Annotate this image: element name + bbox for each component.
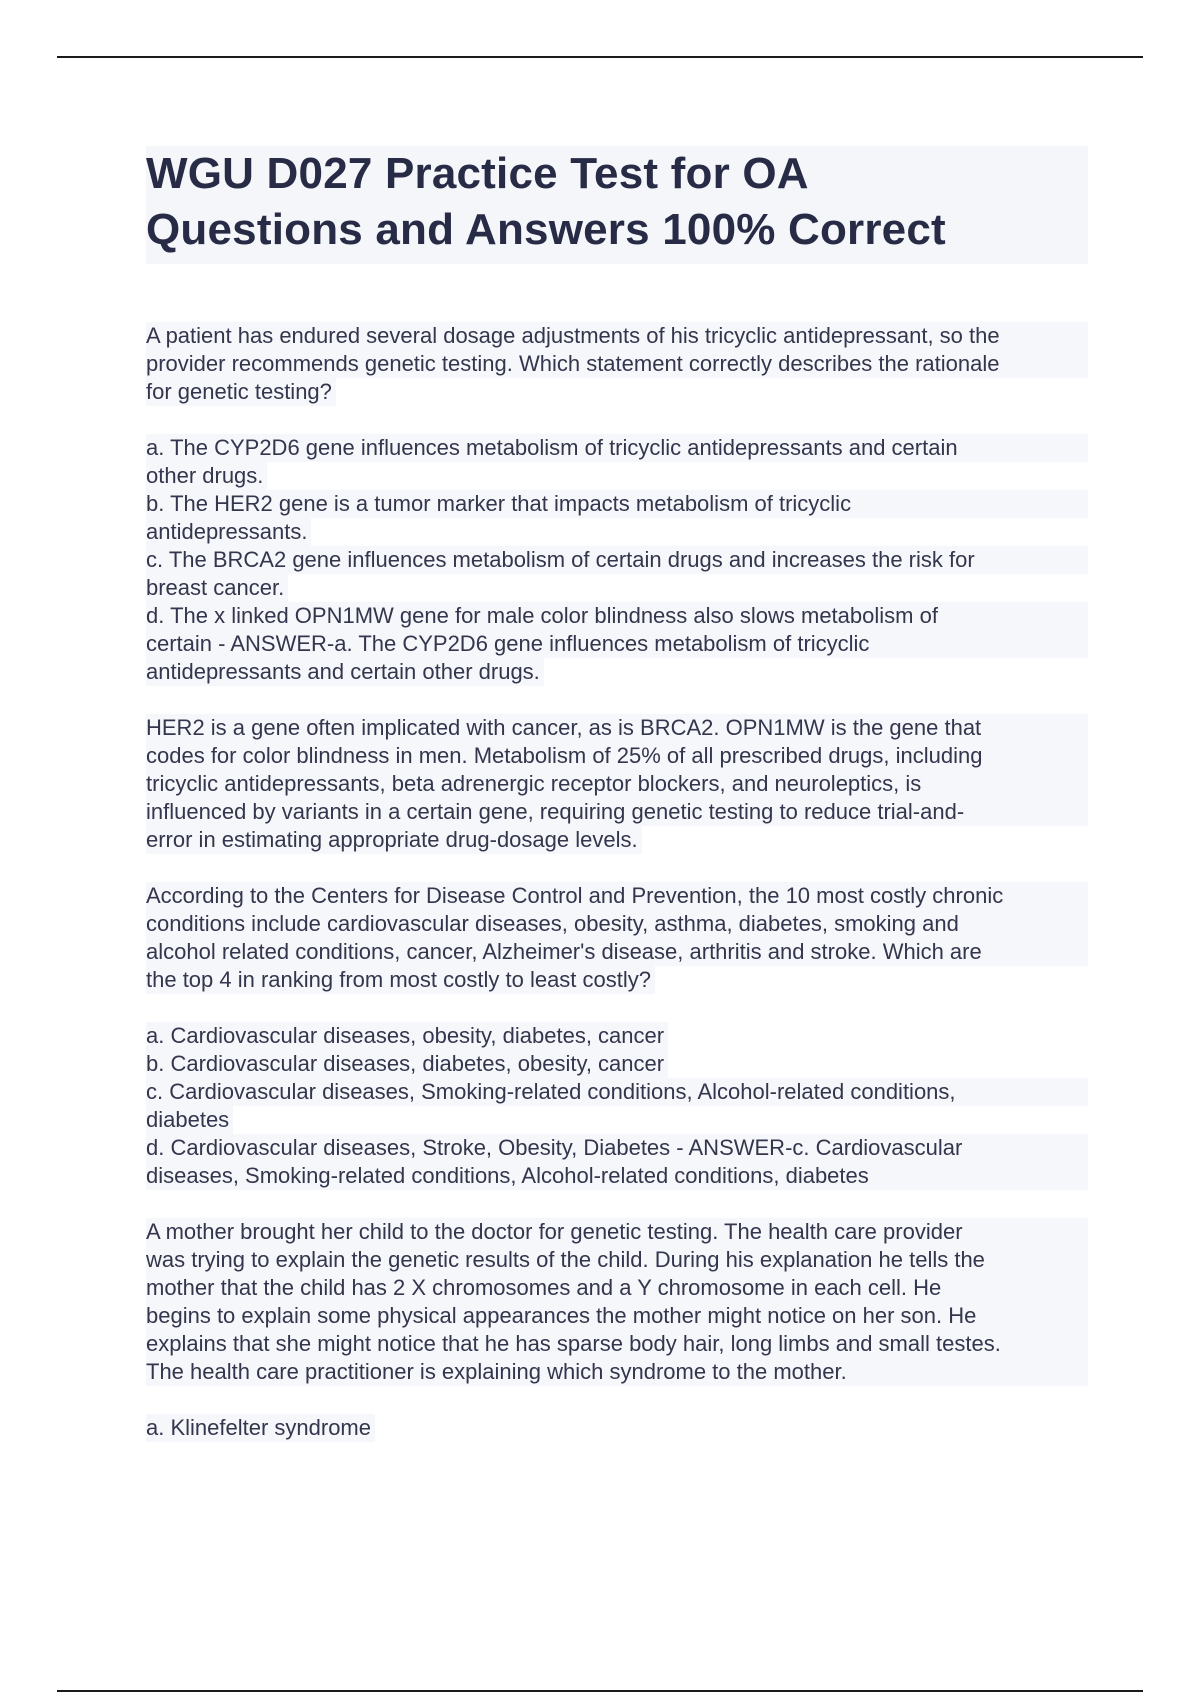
bottom-rule bbox=[57, 1690, 1143, 1692]
text-line: error in estimating appropriate drug-dosage levels. bbox=[146, 826, 642, 854]
text-line: A mother brought her child to the doctor for genetic testing. The health care provider bbox=[146, 1218, 1088, 1246]
text-line: begins to explain some physical appearances the mother might notice on her son. He bbox=[146, 1302, 1088, 1330]
text-line: alcohol related conditions, cancer, Alzheimer's disease, arthritis and stroke. Which are bbox=[146, 938, 1088, 966]
text-line: provider recommends genetic testing. Which statement correctly describes the rationale bbox=[146, 350, 1088, 378]
text-line: d. Cardiovascular diseases, Stroke, Obesity, Diabetes - ANSWER-c. Cardiovascular bbox=[146, 1134, 1088, 1162]
text-line: antidepressants. bbox=[146, 518, 311, 546]
text-line: was trying to explain the genetic results of the child. During his explanation he tells the bbox=[146, 1246, 1088, 1274]
text-line: According to the Centers for Disease Control and Prevention, the 10 most costly chronic bbox=[146, 882, 1088, 910]
document-page bbox=[146, 146, 1088, 1470]
top-rule bbox=[57, 56, 1143, 58]
text-block-q2-options bbox=[146, 1022, 1088, 1190]
text-line: The health care practitioner is explaining which syndrome to the mother. bbox=[146, 1358, 1088, 1386]
text-line: d. The x linked OPN1MW gene for male color blindness also slows metabolism of bbox=[146, 602, 1088, 630]
text-line: for genetic testing? bbox=[146, 378, 336, 406]
text-block-q3-stem bbox=[146, 1218, 1088, 1386]
text-line: tricyclic antidepressants, beta adrenergic receptor blockers, and neuroleptics, is bbox=[146, 770, 1088, 798]
text-block-q3-options bbox=[146, 1414, 1088, 1442]
text-line: c. Cardiovascular diseases, Smoking-related conditions, Alcohol-related conditions, bbox=[146, 1078, 1088, 1106]
text-line: breast cancer. bbox=[146, 574, 288, 602]
text-block-q1-options bbox=[146, 434, 1088, 686]
text-line: diabetes bbox=[146, 1106, 233, 1134]
text-line: the top 4 in ranking from most costly to least costly? bbox=[146, 966, 655, 994]
text-line: antidepressants and certain other drugs. bbox=[146, 658, 544, 686]
text-line: diseases, Smoking-related conditions, Alcohol-related conditions, diabetes bbox=[146, 1162, 1088, 1190]
text-line: a. Cardiovascular diseases, obesity, diabetes, cancer bbox=[146, 1022, 668, 1050]
text-line: a. The CYP2D6 gene influences metabolism of tricyclic antidepressants and certain bbox=[146, 434, 1088, 462]
document-title bbox=[146, 146, 1088, 264]
text-line: a. Klinefelter syndrome bbox=[146, 1414, 375, 1442]
text-line: b. The HER2 gene is a tumor marker that impacts metabolism of tricyclic bbox=[146, 490, 1088, 518]
text-line: A patient has endured several dosage adjustments of his tricyclic antidepressant, so the bbox=[146, 322, 1088, 350]
text-line: HER2 is a gene often implicated with cancer, as is BRCA2. OPN1MW is the gene that bbox=[146, 714, 1088, 742]
text-line: explains that she might notice that he has sparse body hair, long limbs and small testes. bbox=[146, 1330, 1088, 1358]
title-line-1: WGU D027 Practice Test for OA bbox=[146, 149, 809, 198]
text-block-q1-rationale bbox=[146, 714, 1088, 854]
text-line: codes for color blindness in men. Metabolism of 25% of all prescribed drugs, including bbox=[146, 742, 1088, 770]
text-line: mother that the child has 2 X chromosomes and a Y chromosome in each cell. He bbox=[146, 1274, 1088, 1302]
text-line: conditions include cardiovascular diseases, obesity, asthma, diabetes, smoking and bbox=[146, 910, 1088, 938]
text-line: certain - ANSWER-a. The CYP2D6 gene influences metabolism of tricyclic bbox=[146, 630, 1088, 658]
text-block-q2-stem bbox=[146, 882, 1088, 994]
text-line: b. Cardiovascular diseases, diabetes, obesity, cancer bbox=[146, 1050, 668, 1078]
text-line: c. The BRCA2 gene influences metabolism of certain drugs and increases the risk for bbox=[146, 546, 1088, 574]
document-body bbox=[146, 322, 1088, 1442]
text-line: other drugs. bbox=[146, 462, 267, 490]
text-block-q1-stem bbox=[146, 322, 1088, 406]
text-line: influenced by variants in a certain gene, requiring genetic testing to reduce trial-and- bbox=[146, 798, 1088, 826]
title-line-2: Questions and Answers 100% Correct bbox=[146, 205, 946, 254]
